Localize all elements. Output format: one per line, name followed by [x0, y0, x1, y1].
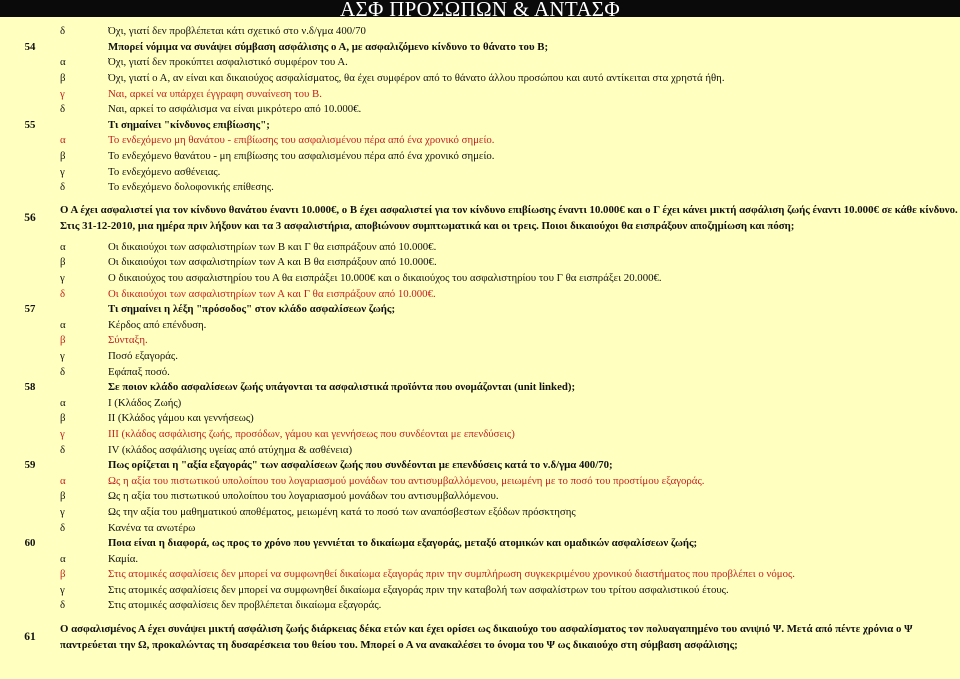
answer-letter: γ [60, 427, 65, 440]
answer-row [0, 567, 960, 583]
questions-table [0, 24, 960, 660]
answer-text: Το ενδεχόμενο θανάτου - μη επιβίωσης του ασφαλισμένου πέρα από ένα χρονικό σημείο. [108, 150, 495, 163]
answer-letter: δ [60, 103, 66, 116]
answer-row [0, 551, 960, 567]
question-number: 60 [24, 537, 36, 550]
question-number: 54 [24, 40, 36, 53]
question-number [0, 395, 60, 411]
answer-text: Οι δικαιούχοι των ασφαλιστηρίων των Α και Β θα εισπράξουν από 10.000€. [108, 256, 437, 269]
answer-letter: β [60, 490, 66, 503]
answer-text: Καμία. [108, 552, 139, 565]
question-number [0, 583, 60, 599]
answer-row [0, 395, 960, 411]
answer-letter: β [60, 334, 66, 347]
answer-text: Οι δικαιούχοι των ασφαλιστηρίων των Α και Γ θα εισπράξουν από 10.000€. [108, 287, 436, 300]
question-number [0, 86, 60, 102]
question-number [0, 240, 60, 256]
answer-row [0, 442, 960, 458]
question-number [0, 55, 60, 71]
answer-row [0, 286, 960, 302]
question-row [0, 40, 960, 56]
question-number: 55 [24, 118, 36, 131]
question-number: 61 [24, 630, 36, 643]
answer-text: Εφάπαξ ποσό. [108, 365, 170, 378]
answer-text: Ποσό εξαγοράς. [108, 349, 178, 362]
question-number [0, 349, 60, 365]
answer-letter: α [60, 474, 66, 487]
question-number [0, 333, 60, 349]
answer-text: Οι δικαιούχοι των ασφαλιστηρίων των Β και Γ θα εισπράξουν από 10.000€. [108, 240, 437, 253]
answer-letter: β [60, 568, 66, 581]
answer-row [0, 318, 960, 334]
question-number: 59 [24, 459, 36, 472]
question-text: Ο ασφαλισμένος Α έχει συνάψει μικτή ασφάλιση ζωής διάρκειας δέκα ετών και έχει ορίσει ως δικαιούχο του ασφαλίσματος τον πολυαγαπημένο του ανιψιό Ψ. Μετά από πέντε χρόνια ο Ψ παντρεύεται την Ω, προκαλώντας τη δυσαρέσκεια του θείου του. Μπορεί ο Α να ανακαλέσει το όνομα του Ψ ως δικαιούχο στη σύμβαση ασφάλισης; [60, 622, 913, 651]
answer-text: Ως η αξία του πιστωτικού υπολοίπου του λογαριασμού μονάδων του αντισυμβαλλόμενου, μειωμένη με το ποσό του προστίμου εξαγοράς. [108, 474, 705, 487]
question-row [0, 380, 960, 396]
question-number [0, 149, 60, 165]
question-row [0, 536, 960, 552]
answer-letter: δ [60, 443, 66, 456]
answer-row [0, 55, 960, 71]
answer-letter [60, 536, 108, 552]
answer-row [0, 411, 960, 427]
answer-letter [60, 380, 108, 396]
answer-text: Όχι, γιατί δεν προβλέπεται κάτι σχετικό στο ν.δ/γμα 400/70 [108, 25, 366, 38]
answer-row [0, 102, 960, 118]
question-number [0, 164, 60, 180]
answer-letter: β [60, 150, 66, 163]
answer-row [0, 24, 960, 40]
answer-text: IV (κλάδος ασφάλισης υγείας από ατύχημα & ασθένεια) [108, 443, 353, 456]
answer-row [0, 255, 960, 271]
question-number [0, 180, 60, 196]
answer-letter: γ [60, 583, 65, 596]
question-number [0, 473, 60, 489]
question-number [0, 427, 60, 443]
answer-row [0, 71, 960, 87]
answer-letter [60, 40, 108, 56]
answer-row [0, 598, 960, 614]
answer-text: Ο δικαιούχος του ασφαλιστηρίου του Α θα εισπράξει 10.000€ και ο δικαιούχος του ασφαλιστηρίου του Γ θα εισπράξει 20.000€. [108, 272, 662, 285]
answer-letter: γ [60, 165, 65, 178]
answer-letter: α [60, 56, 66, 69]
page-title: ΑΣΦ ΠΡΟΣΩΠΩΝ & ΑΝΤΑΣΦ [340, 0, 620, 21]
answer-letter: γ [60, 505, 65, 518]
answer-text: Ως την αξία του μαθηματικού αποθέματος, μειωμένη κατά το ποσό των αναπόσβεστων εξόδων πρόσκτησης [108, 505, 576, 518]
question-number [0, 286, 60, 302]
answer-row [0, 180, 960, 196]
answer-text: Κέρδος από επένδυση. [108, 318, 207, 331]
question-number [0, 364, 60, 380]
answer-letter: α [60, 240, 66, 253]
answer-letter: δ [60, 181, 66, 194]
question-number [0, 442, 60, 458]
answer-text: Στις ατομικές ασφαλίσεις δεν μπορεί να συμφωνηθεί δικαίωμα εξαγοράς πριν την καταβολή των ασφαλίστρων του τρίτου ασφαλιστικού έτους. [108, 583, 729, 596]
question-number: 58 [24, 381, 36, 394]
answer-letter: α [60, 134, 66, 147]
question-row [0, 196, 960, 240]
answer-letter: δ [60, 521, 66, 534]
answer-text: Όχι, γιατί ο Α, αν είναι και δικαιούχος ασφαλίσματος, θα έχει συμφέρον από το θάνατο άλλου προσώπου και αυτό αντίκειται στα χρηστά ήθη. [108, 72, 725, 85]
question-text: Ποια είναι η διαφορά, ως προς το χρόνο που γεννιέται το δικαίωμα εξαγοράς, μεταξύ ατομικών και ομαδικών ασφαλίσεων ζωής; [108, 537, 698, 550]
answer-letter: δ [60, 287, 66, 300]
question-number [0, 411, 60, 427]
answer-row [0, 349, 960, 365]
question-number [0, 24, 60, 40]
question-text: Ο Α έχει ασφαλιστεί για τον κίνδυνο θανάτου έναντι 10.000€, ο Β έχει ασφαλιστεί για τον κίνδυνο επιβίωσης έναντι 10.000€ και ο Γ έχει κάνει μικτή ασφάλιση ζωής έναντι 10.000€ σε κάθε κίνδυνο. Στις 31-12-2010, μια ημέρα πριν λήξουν και τα 3 ασφαλιστήρια, αποβιώνουν συμπτωματικά και οι τρεις. Ποιοι δικαιούχοι θα εισπράξουν αποζημίωση και πόση; [60, 203, 958, 232]
answer-row [0, 473, 960, 489]
answer-text: Ναι, αρκεί το ασφάλισμα να είναι μικρότερο από 10.000€. [108, 103, 362, 116]
answer-text: Κανένα τα ανωτέρω [108, 521, 196, 534]
question-text: Τι σημαίνει η λέξη "πρόσοδος" στον κλάδο ασφαλίσεων ζωής; [108, 303, 396, 316]
answer-row [0, 505, 960, 521]
answer-text: Το ενδεχόμενο ασθένειας. [108, 165, 221, 178]
answer-row [0, 583, 960, 599]
answer-text: Στις ατομικές ασφαλίσεις δεν προβλέπεται δικαίωμα εξαγοράς. [108, 599, 382, 612]
answer-text: Ως η αξία του πιστωτικού υπολοίπου του λογαριασμού μονάδων του αντισυμβαλλόμενου. [108, 490, 499, 503]
answer-row [0, 240, 960, 256]
answer-text: Ναι, αρκεί να υπάρχει έγγραφη συναίνεση του Β. [108, 87, 322, 100]
question-row [0, 458, 960, 474]
answer-letter: β [60, 412, 66, 425]
question-number [0, 255, 60, 271]
question-number [0, 71, 60, 87]
answer-letter: δ [60, 599, 66, 612]
answer-text: ΙΙ (Κλάδος γάμου και γεννήσεως) [108, 412, 254, 425]
question-text: Πως ορίζεται η "αξία εξαγοράς" των ασφαλίσεων ζωής που συνδέονται με επενδύσεις κατά το ν.δ/γμα 400/70; [108, 459, 613, 472]
question-number [0, 133, 60, 149]
answer-row [0, 427, 960, 443]
answer-text: ΙΙΙ (κλάδος ασφάλισης ζωής, προσόδων, γάμου και γεννήσεως που συνδέονται με επενδύσεις) [108, 427, 515, 440]
question-row [0, 614, 960, 660]
answer-row [0, 364, 960, 380]
answer-row [0, 520, 960, 536]
answer-letter [60, 458, 108, 474]
question-number [0, 551, 60, 567]
answer-text: Το ενδεχόμενο μη θανάτου - επιβίωσης του ασφαλισμένου πέρα από ένα χρονικό σημείο. [108, 134, 495, 147]
question-text: Σε ποιον κλάδο ασφαλίσεων ζωής υπάγονται τα ασφαλιστικά προϊόντα που ονομάζονται (unit linked); [108, 381, 576, 394]
question-number [0, 520, 60, 536]
question-number [0, 505, 60, 521]
answer-letter: γ [60, 349, 65, 362]
answer-letter: β [60, 256, 66, 269]
answer-letter [60, 302, 108, 318]
answer-row [0, 271, 960, 287]
answer-letter: α [60, 552, 66, 565]
header-bar [0, 0, 960, 21]
question-number [0, 598, 60, 614]
answer-row [0, 133, 960, 149]
question-text: Τι σημαίνει "κίνδυνος επιβίωσης"; [108, 118, 270, 131]
answer-letter: β [60, 72, 66, 85]
answer-letter: α [60, 396, 66, 409]
answer-text: Σύνταξη. [108, 334, 148, 347]
question-number: 57 [24, 303, 36, 316]
answer-text: Στις ατομικές ασφαλίσεις δεν μπορεί να συμφωνηθεί δικαίωμα εξαγοράς πριν την συμπλήρωση συγκεκριμένου χρονικού διαστήματος που προβλέπει ο νόμος. [108, 568, 795, 581]
question-row [0, 118, 960, 134]
answer-text: Το ενδεχόμενο δολοφονικής επίθεσης. [108, 181, 274, 194]
answer-row [0, 333, 960, 349]
answer-letter: δ [60, 365, 66, 378]
question-number [0, 567, 60, 583]
answer-row [0, 489, 960, 505]
question-number [0, 271, 60, 287]
question-row [0, 302, 960, 318]
answer-row [0, 86, 960, 102]
question-number: 56 [24, 211, 36, 224]
answer-letter [60, 118, 108, 134]
answer-letter: α [60, 318, 66, 331]
question-number [0, 102, 60, 118]
answer-row [0, 149, 960, 165]
answer-letter: γ [60, 272, 65, 285]
answer-row [0, 164, 960, 180]
answer-letter: δ [60, 25, 66, 38]
answer-text: Όχι, γιατί δεν προκύπτει ασφαλιστικό συμφέρον του Α. [108, 56, 348, 69]
answer-letter: γ [60, 87, 65, 100]
question-text: Μπορεί νόμιμα να συνάψει σύμβαση ασφάλισης ο Α, με ασφαλιζόμενο κίνδυνο το θάνατο του Β; [108, 40, 549, 53]
answer-text: Ι (Κλάδος Ζωής) [108, 396, 182, 409]
question-number [0, 489, 60, 505]
question-number [0, 318, 60, 334]
